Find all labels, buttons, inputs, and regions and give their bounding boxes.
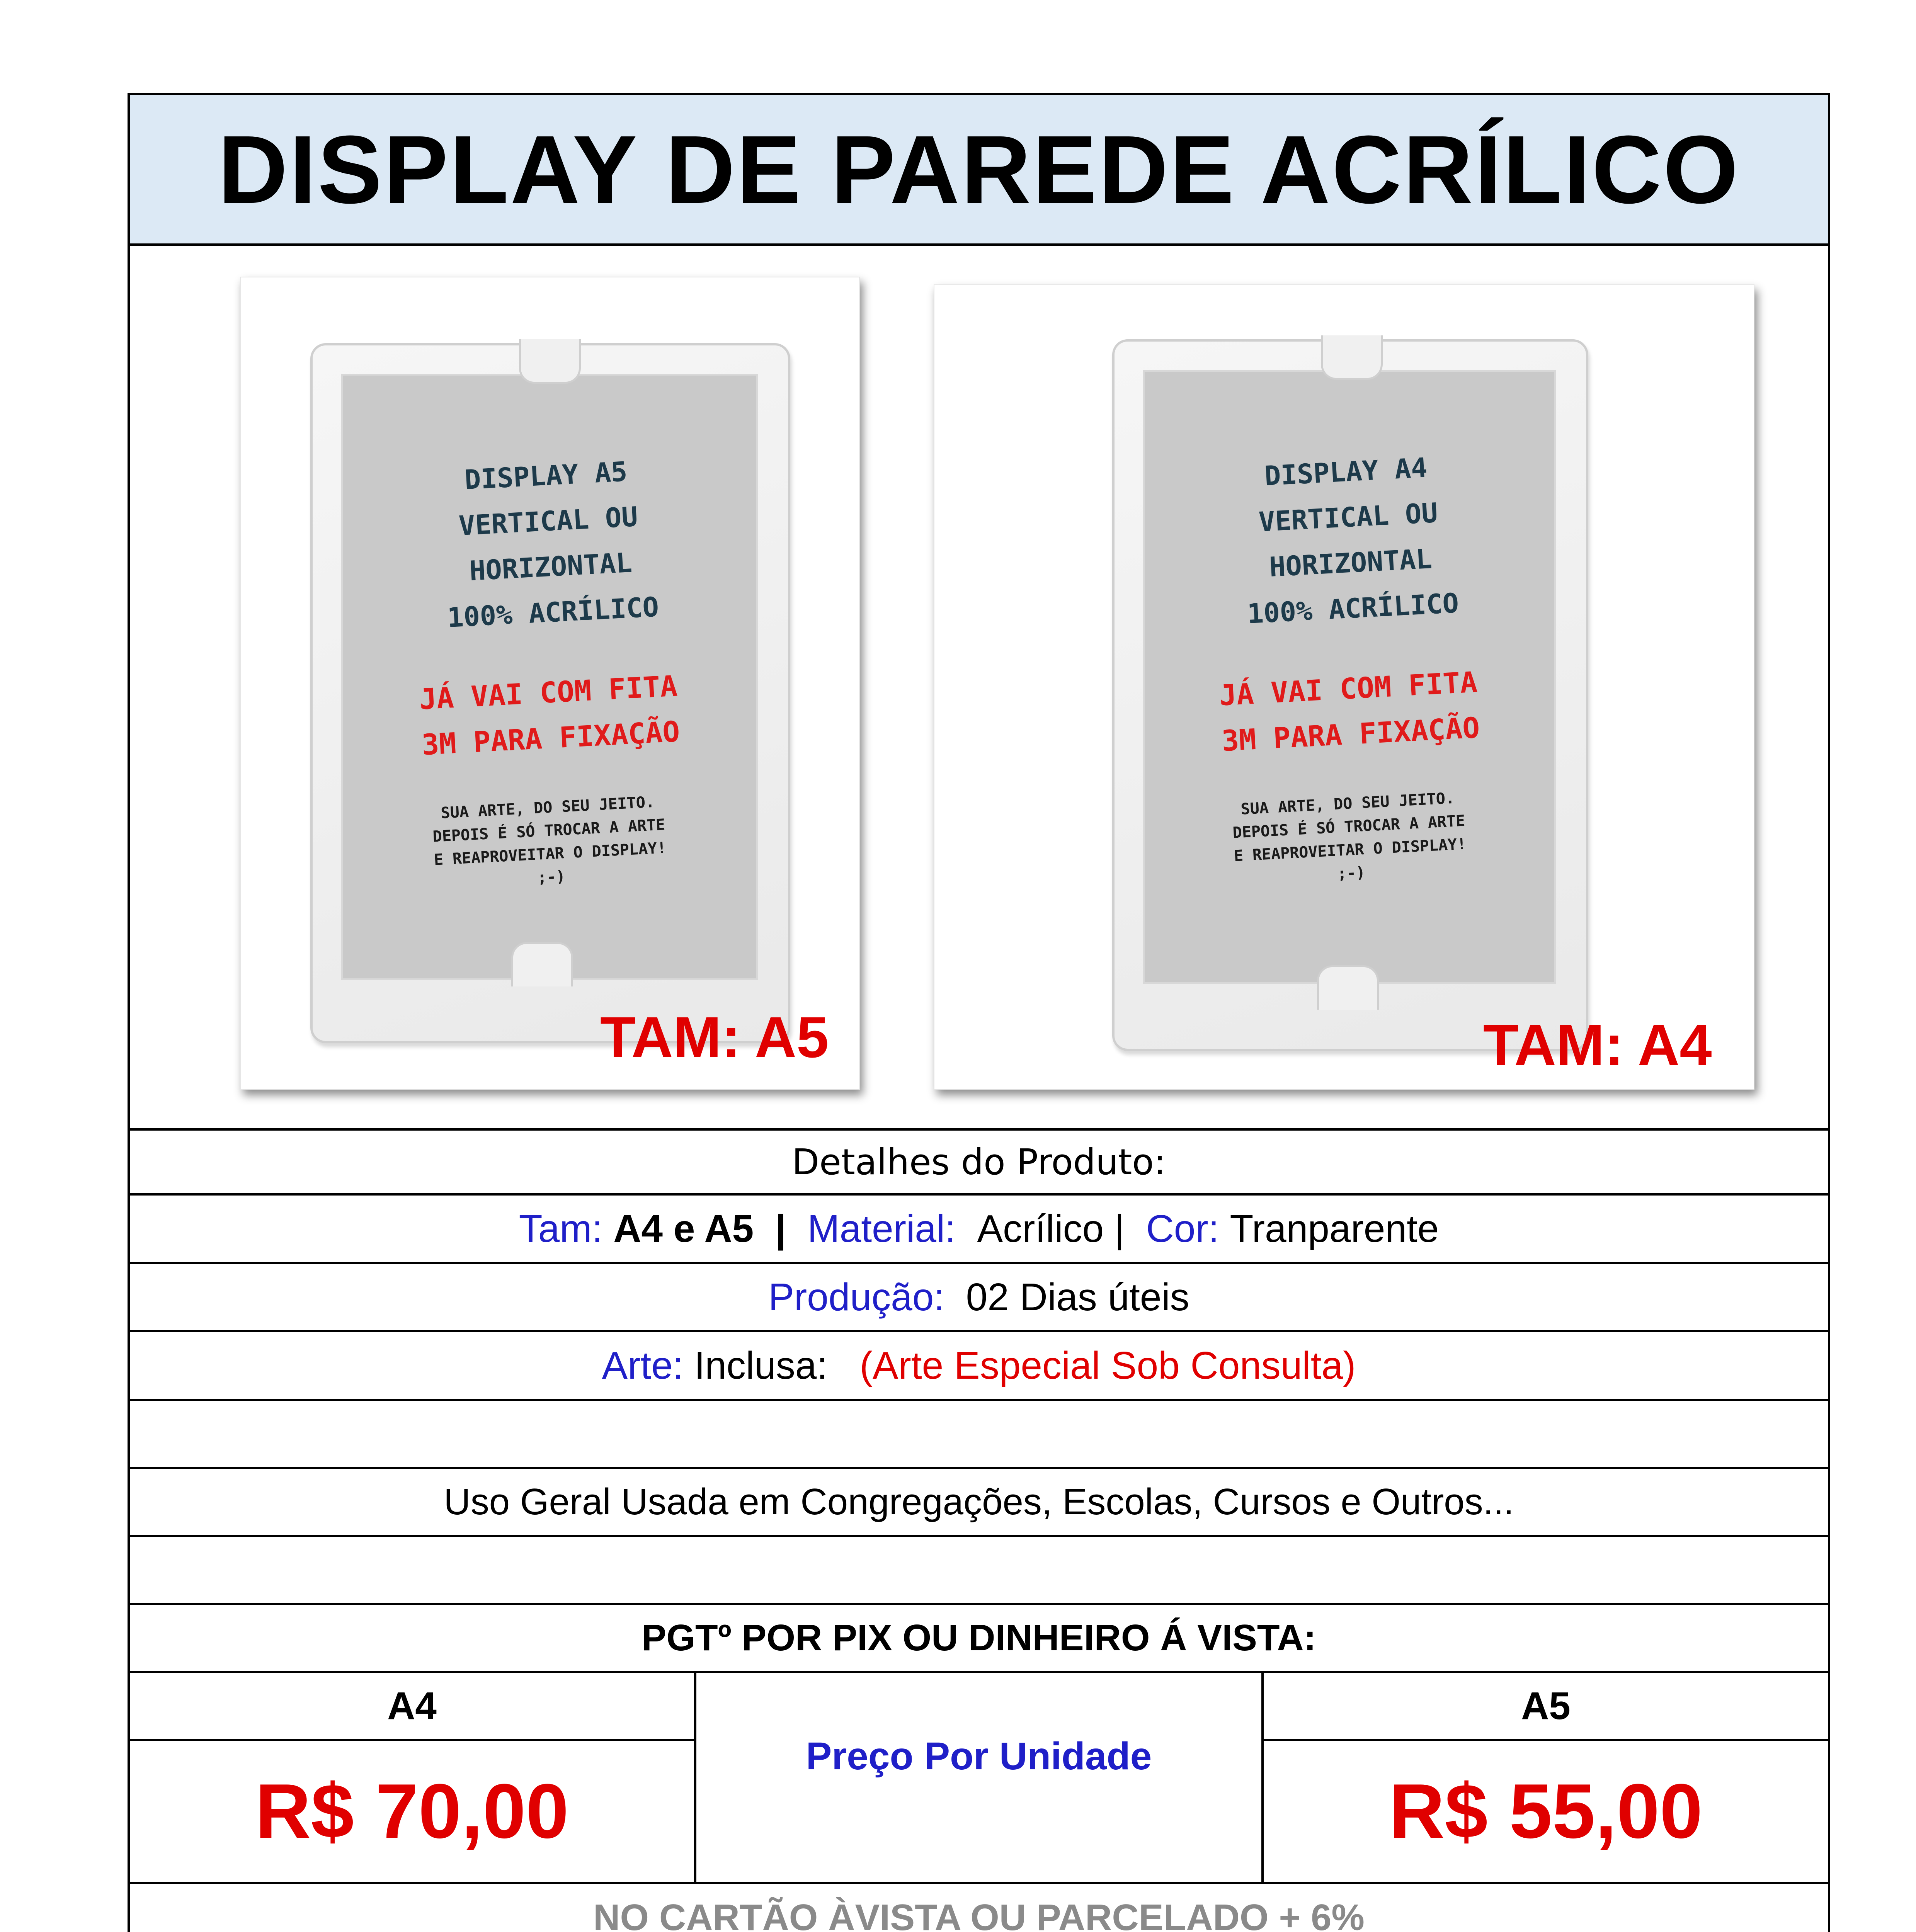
arte-value: Inclusa: <box>694 1344 828 1387</box>
details-heading: Detalhes do Produto: <box>130 1131 1828 1196</box>
card-line: VERTICAL OU <box>458 501 639 542</box>
pix-heading: PGTº POR PIX OU DINHEIRO Á VISTA: <box>130 1605 1828 1673</box>
arte-row <box>130 1332 1828 1401</box>
producao-row <box>130 1264 1828 1332</box>
card-line: HORIZONTAL <box>1268 543 1433 583</box>
card-small-line: DEPOIS É SÓ TROCAR A ARTE <box>1232 812 1466 842</box>
card-line: HORIZONTAL <box>468 546 633 587</box>
usage-row: Uso Geral Usada em Congregações, Escolas, Cursos e Outros... <box>130 1469 1828 1537</box>
pix-a5-label: A5 <box>1264 1673 1828 1741</box>
card-small-line: SUA ARTE, DO SEU JEITO. <box>1240 789 1455 818</box>
card-line: 100% ACRÍLICO <box>446 591 660 634</box>
arte-note: (Arte Especial Sob Consulta) <box>859 1344 1356 1387</box>
pix-a5-price: R$ 55,00 <box>1264 1741 1828 1884</box>
producao-label: Produção: <box>768 1275 945 1319</box>
tam-value: A4 e A5 <box>613 1207 754 1250</box>
separator: | <box>775 1207 786 1250</box>
pix-a4-label: A4 <box>130 1673 694 1741</box>
bottom-notch <box>1317 965 1379 1010</box>
producao-value: 02 Dias úteis <box>966 1275 1189 1319</box>
pix-a4-price: R$ 70,00 <box>130 1741 694 1884</box>
tam-label: Tam: <box>519 1207 603 1250</box>
top-notch <box>1321 335 1383 380</box>
product-photo-a5 <box>240 277 860 1090</box>
product-sheet <box>128 93 1830 1932</box>
card-red-line: 3M PARA FIXAÇÃO <box>421 715 681 762</box>
card-small-line: ;-) <box>537 867 566 887</box>
material-value: Acrílico | <box>977 1207 1125 1250</box>
material-label: Material: <box>807 1207 956 1250</box>
card-line: 100% ACRÍLICO <box>1246 587 1460 630</box>
card-small-line: ;-) <box>1337 864 1366 883</box>
card-line: DISPLAY A5 <box>464 456 628 496</box>
card-red-line: JÁ VAI COM FITA <box>418 669 678 716</box>
display-card <box>341 374 758 980</box>
cor-value: Tranparente <box>1230 1207 1439 1250</box>
details-specs-row <box>130 1196 1828 1264</box>
top-notch <box>519 339 581 384</box>
card-small-line: E REAPROVEITAR O DISPLAY! <box>1233 835 1467 865</box>
divider <box>1261 1673 1264 1884</box>
card-small-line: SUA ARTE, DO SEU JEITO. <box>440 793 655 822</box>
product-photos <box>130 246 1828 1131</box>
display-card <box>1143 370 1556 984</box>
size-label-a5: TAM: A5 <box>600 1005 829 1070</box>
empty-row <box>130 1537 1828 1605</box>
card-small-line: DEPOIS É SÓ TROCAR A ARTE <box>432 816 666 846</box>
bottom-notch <box>511 942 573 986</box>
card-heading: NO CARTÃO ÀVISTA OU PARCELADO + 6% <box>130 1884 1828 1932</box>
product-photo-a4 <box>934 284 1754 1090</box>
divider <box>694 1673 696 1884</box>
card-red-line: 3M PARA FIXAÇÃO <box>1221 711 1481 758</box>
cor-label: Cor: <box>1146 1207 1219 1250</box>
card-red-line: JÁ VAI COM FITA <box>1218 665 1478 713</box>
card-line: DISPLAY A4 <box>1264 452 1428 492</box>
card-small-line: E REAPROVEITAR O DISPLAY! <box>433 839 667 869</box>
page-title: DISPLAY DE PAREDE ACRÍLICO <box>130 95 1828 246</box>
arte-label: Arte: <box>602 1344 684 1387</box>
empty-row <box>130 1401 1828 1469</box>
pix-unit-label: Preço Por Unidade <box>696 1673 1261 1884</box>
size-label-a4: TAM: A4 <box>1483 1012 1712 1077</box>
card-line: VERTICAL OU <box>1258 497 1439 538</box>
